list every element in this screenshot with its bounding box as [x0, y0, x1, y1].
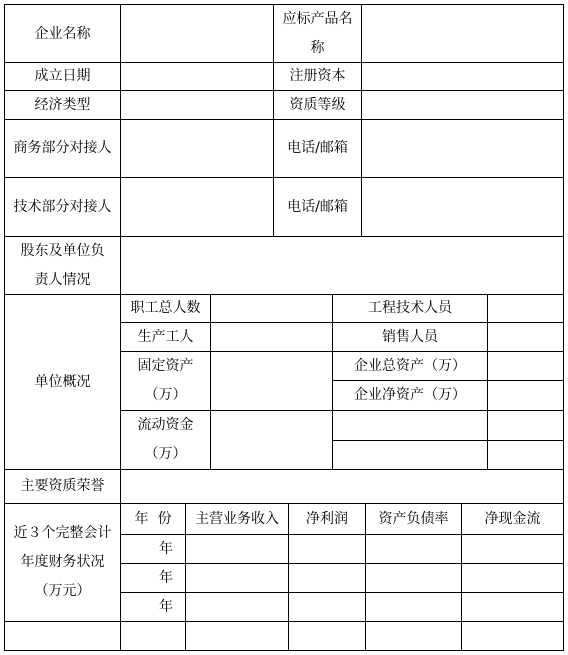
- year-cell[interactable]: 年: [120, 592, 186, 623]
- production-workers-value[interactable]: [210, 322, 333, 352]
- tech-contact-label: 技术部分对接人: [4, 177, 121, 237]
- finance-label: 近３个完整会计年度财务状况（万元）: [4, 503, 121, 622]
- finance-blank-cell[interactable]: [461, 621, 564, 651]
- net-profit-cell[interactable]: [288, 563, 366, 593]
- qualification-level-label: 资质等级: [273, 90, 362, 120]
- established-date-label: 成立日期: [4, 62, 121, 91]
- working-capital-value[interactable]: [210, 410, 333, 470]
- fixed-assets-value[interactable]: [210, 351, 333, 411]
- product-name-value[interactable]: [361, 4, 564, 63]
- total-assets-label: 企业总资产（万）: [332, 351, 488, 381]
- overview-blank-cell[interactable]: [487, 440, 564, 470]
- cash-flow-cell[interactable]: [461, 534, 564, 564]
- year-header: 年 份: [120, 503, 186, 535]
- economic-type-value[interactable]: [120, 90, 274, 120]
- registered-capital-label: 注册资本: [273, 62, 362, 91]
- tech-phone-value[interactable]: [361, 177, 564, 237]
- company-name-value[interactable]: [120, 4, 274, 63]
- debt-ratio-cell[interactable]: [365, 534, 462, 564]
- finance-blank-cell[interactable]: [120, 621, 186, 651]
- net-assets-label: 企业净资产（万）: [332, 380, 488, 411]
- business-contact-value[interactable]: [120, 119, 274, 178]
- economic-type-label: 经济类型: [4, 90, 121, 120]
- cash-flow-cell[interactable]: [461, 563, 564, 593]
- total-assets-value[interactable]: [487, 351, 564, 381]
- overview-label: 单位概况: [4, 294, 121, 470]
- revenue-cell[interactable]: [185, 563, 289, 593]
- finance-blank-cell[interactable]: [288, 621, 366, 651]
- sales-staff-label: 销售人员: [332, 322, 488, 352]
- net-assets-value[interactable]: [487, 380, 564, 411]
- overview-blank-cell[interactable]: [332, 440, 488, 470]
- shareholders-value[interactable]: [120, 236, 564, 295]
- shareholders-label: 股东及单位负责人情况: [4, 236, 121, 295]
- established-date-value[interactable]: [120, 62, 274, 91]
- engineers-value[interactable]: [487, 294, 564, 323]
- company-name-label: 企业名称: [4, 4, 121, 63]
- revenue-cell[interactable]: [185, 534, 289, 564]
- finance-blank-cell[interactable]: [4, 621, 121, 651]
- year-cell[interactable]: 年: [120, 534, 186, 564]
- tech-contact-value[interactable]: [120, 177, 274, 237]
- honors-label: 主要资质荣誉: [4, 469, 121, 504]
- total-staff-value[interactable]: [210, 294, 333, 323]
- debt-ratio-cell[interactable]: [365, 592, 462, 623]
- total-staff-label: 职工总人数: [120, 294, 211, 323]
- engineers-label: 工程技术人员: [332, 294, 488, 323]
- overview-blank-cell[interactable]: [487, 410, 564, 441]
- net-profit-cell[interactable]: [288, 534, 366, 564]
- business-phone-value[interactable]: [361, 119, 564, 178]
- year-cell[interactable]: 年: [120, 563, 186, 593]
- working-capital-label: 流动资金（万）: [120, 410, 211, 470]
- product-name-label: 应标产品名称: [273, 4, 362, 63]
- revenue-cell[interactable]: [185, 592, 289, 623]
- fixed-assets-label: 固定资产（万）: [120, 351, 211, 411]
- production-workers-label: 生产工人: [120, 322, 211, 352]
- finance-blank-cell[interactable]: [185, 621, 289, 651]
- debt-ratio-header: 资产负债率: [365, 503, 462, 535]
- net-profit-cell[interactable]: [288, 592, 366, 623]
- business-contact-label: 商务部分对接人: [4, 119, 121, 178]
- net-profit-header: 净利润: [288, 503, 366, 535]
- tech-phone-label: 电话/邮箱: [273, 177, 362, 237]
- debt-ratio-cell[interactable]: [365, 563, 462, 593]
- honors-value[interactable]: [120, 469, 564, 504]
- registered-capital-value[interactable]: [361, 62, 564, 91]
- cash-flow-cell[interactable]: [461, 592, 564, 623]
- finance-blank-cell[interactable]: [365, 621, 462, 651]
- qualification-level-value[interactable]: [361, 90, 564, 120]
- sales-staff-value[interactable]: [487, 322, 564, 352]
- overview-blank-cell[interactable]: [332, 410, 488, 441]
- business-phone-label: 电话/邮箱: [273, 119, 362, 178]
- cash-flow-header: 净现金流: [461, 503, 564, 535]
- revenue-header: 主营业务收入: [185, 503, 289, 535]
